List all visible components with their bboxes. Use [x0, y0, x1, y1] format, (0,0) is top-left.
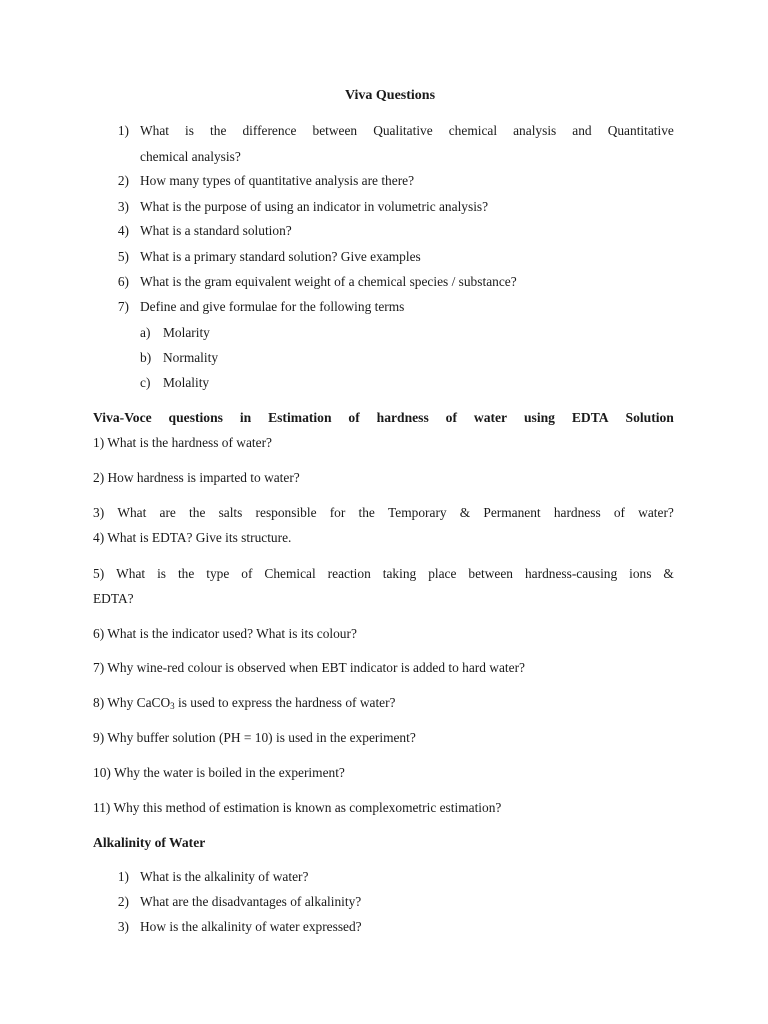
question-text-part: 8) Why CaCO [93, 695, 171, 710]
sub-list-letter: c) [140, 375, 151, 390]
question-text: 1) What is the hardness of water? [93, 435, 272, 450]
word: using [523, 410, 555, 425]
sub-list-letter: b) [140, 350, 152, 365]
word: the [210, 123, 227, 138]
section-heading: Alkalinity of Water [93, 835, 206, 850]
word: of [613, 505, 625, 520]
question-text: How many types of quantitative analysis are there? [140, 173, 415, 188]
question-text: 4) What is EDTA? Give its structure. [93, 530, 292, 545]
word: hardness [376, 410, 429, 425]
word: difference [242, 123, 297, 138]
question-text: 11) Why this method of estimation is known as complexometric estimation? [93, 800, 502, 815]
question-text-line: chemical analysis? [140, 149, 241, 164]
word: Qualitative [373, 123, 433, 138]
word: type [206, 566, 230, 581]
word: for [329, 505, 346, 520]
word: reaction [327, 566, 371, 581]
word: ions [629, 566, 652, 581]
list-number: 5) [117, 249, 129, 264]
word: Permanent [483, 505, 541, 520]
word: 5) [93, 566, 105, 581]
word: and [572, 123, 592, 138]
question-text: Define and give formulae for the following terms [140, 299, 405, 314]
word: Viva-Voce [93, 410, 152, 425]
word: the [189, 505, 206, 520]
question-text: What is the purpose of using an indicator in volumetric analysis? [140, 199, 489, 214]
sub-list-text: Molality [163, 375, 210, 390]
sub-list-text: Normality [163, 350, 219, 365]
question-text [93, 695, 674, 711]
page-title: Viva Questions [344, 88, 436, 103]
word: place [428, 566, 457, 581]
word: Chemical [264, 566, 316, 581]
word: & [459, 505, 471, 520]
list-number: 6) [117, 274, 129, 289]
question-text: What are the disadvantages of alkalinity? [140, 894, 362, 909]
question-text-line: EDTA? [93, 591, 134, 606]
word: chemical [448, 123, 498, 138]
question-text-line [93, 505, 674, 521]
list-number: 1) [117, 869, 129, 884]
question-text: 7) Why wine-red colour is observed when EBT indicator is added to hard water? [93, 660, 525, 675]
word: hardness-causing [524, 566, 618, 581]
word: between [468, 566, 514, 581]
word: Quantitative [607, 123, 674, 138]
word: salts [218, 505, 243, 520]
question-text-line [93, 566, 674, 582]
question-text: 10) Why the water is boiled in the experiment? [93, 765, 345, 780]
word: in [239, 410, 252, 425]
word: water? [638, 505, 674, 520]
question-text: What is a standard solution? [140, 223, 292, 238]
list-number: 2) [117, 894, 129, 909]
word: & [663, 566, 674, 581]
question-text-part: is used to express the hardness of water? [174, 695, 396, 710]
question-text: What is the gram equivalent weight of a chemical species / substance? [140, 274, 517, 289]
question-text: 6) What is the indicator used? What is its colour? [93, 626, 357, 641]
word: of [348, 410, 360, 425]
list-number: 3) [117, 199, 129, 214]
list-number: 4) [117, 223, 129, 238]
question-text: How is the alkalinity of water expressed? [140, 919, 362, 934]
question-text: 2) How hardness is imparted to water? [93, 470, 300, 485]
word: 3) [93, 505, 105, 520]
word: water [473, 410, 508, 425]
question-text: What is a primary standard solution? Give examples [140, 249, 421, 264]
word: What [140, 123, 169, 138]
question-text-line [140, 123, 674, 139]
word: What [117, 505, 147, 520]
sub-list-letter: a) [140, 325, 151, 340]
word: of [241, 566, 253, 581]
word: responsible [255, 505, 317, 520]
list-number: 7) [117, 299, 129, 314]
word: is [157, 566, 166, 581]
word: is [185, 123, 194, 138]
word: of [445, 410, 457, 425]
list-number: 3) [117, 919, 129, 934]
chemical-subscript: 3 [170, 701, 175, 711]
word: Estimation [268, 410, 332, 425]
word: questions [168, 410, 223, 425]
list-number: 2) [117, 173, 129, 188]
word: EDTA [571, 410, 609, 425]
question-text: What is the alkalinity of water? [140, 869, 309, 884]
sub-list-text: Molarity [163, 325, 210, 340]
word: Temporary [388, 505, 447, 520]
word: between [312, 123, 358, 138]
word: What [116, 566, 146, 581]
word: taking [382, 566, 417, 581]
section-heading [93, 410, 674, 426]
list-number: 1) [117, 123, 129, 138]
word: analysis [513, 123, 557, 138]
question-text: 9) Why buffer solution (PH = 10) is used in the experiment? [93, 730, 416, 745]
word: the [358, 505, 375, 520]
word: Solution [625, 410, 674, 425]
word: the [177, 566, 195, 581]
word: are [159, 505, 176, 520]
word: hardness [553, 505, 601, 520]
